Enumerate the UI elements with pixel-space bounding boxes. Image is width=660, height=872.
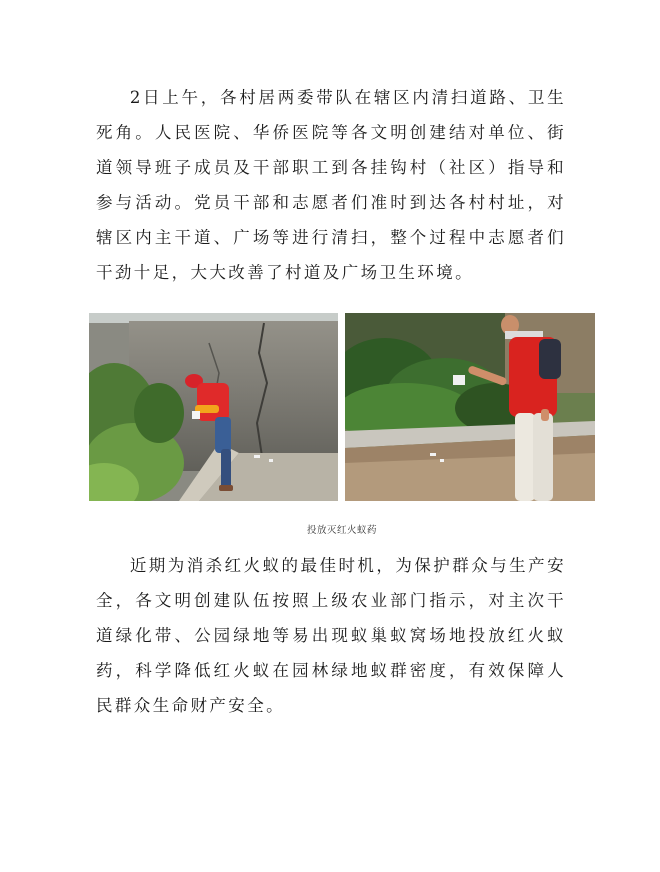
paragraph-fire-ant-control: 近期为消杀红火蚁的最佳时机，为保护群众与生产安全，各文明创建队伍按照上级农业部门指示，对主次干道绿化带、公园绿地等易出现蚁巢蚁窝场地投放红火蚁药，科学降低红火蚁在园林绿地蚁群密度，有效保障人民群众生命财产安全。 xyxy=(96,556,566,715)
paragraph-cleanup: 2日上午，各村居两委带队在辖区内清扫道路、卫生死角。人民医院、华侨医院等各文明创建结对单位、街道领导班子成员及干部职工到各挂钩村（社区）指导和参与活动。党员干部和志愿者们准时到达各村村址，对辖区内主干道、广场等进行清扫，整个过程中志愿者们干劲十足，大大改善了村道及广场卫生环境。 xyxy=(96,88,566,282)
figure-caption: 投放灭红火蚁药 xyxy=(306,525,377,536)
photo-volunteer-spreading xyxy=(345,313,595,501)
photo-volunteer-crouching xyxy=(89,313,338,501)
